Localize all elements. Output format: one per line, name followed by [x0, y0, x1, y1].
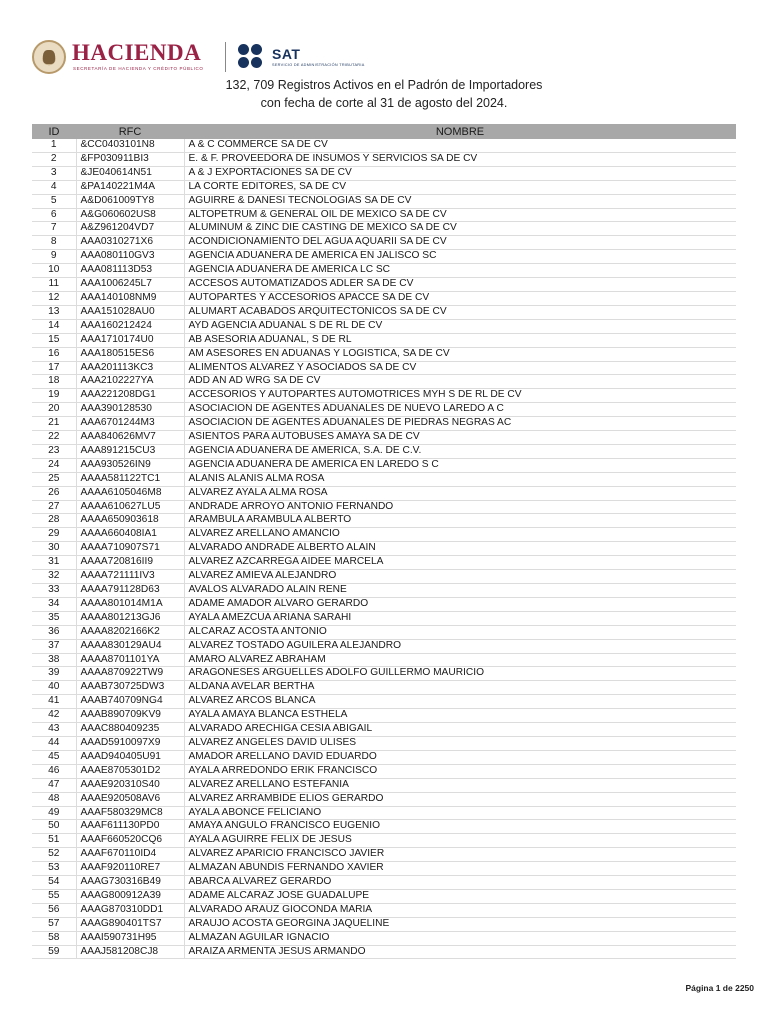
column-header-rfc: RFC: [76, 124, 184, 139]
row-nombre: AGENCIA ADUANERA DE AMERICA EN JALISCO SC: [184, 250, 736, 264]
row-nombre: AMAYA ANGULO FRANCISCO EUGENIO: [184, 820, 736, 834]
table-row: [32, 403, 736, 417]
row-nombre: ASOCIACION DE AGENTES ADUANALES DE NUEVO LAREDO A C: [184, 403, 736, 417]
row-id: 19: [32, 389, 76, 403]
row-id: 48: [32, 792, 76, 806]
table-row: [32, 389, 736, 403]
row-rfc: AAAB890709KV9: [76, 709, 184, 723]
row-rfc: AAAA801213GJ6: [76, 611, 184, 625]
row-id: 50: [32, 820, 76, 834]
row-id: 7: [32, 222, 76, 236]
row-id: 4: [32, 180, 76, 194]
row-rfc: &PA140221M4A: [76, 180, 184, 194]
row-nombre: ALIMENTOS ALVAREZ Y ASOCIADOS SA DE CV: [184, 361, 736, 375]
row-rfc: AAAA8202166K2: [76, 625, 184, 639]
row-rfc: A&G060602US8: [76, 208, 184, 222]
table-row: [32, 611, 736, 625]
row-id: 49: [32, 806, 76, 820]
row-nombre: AVALOS ALVARADO ALAIN RENE: [184, 584, 736, 598]
row-rfc: AAA1006245L7: [76, 278, 184, 292]
row-nombre: ALDANA AVELAR BERTHA: [184, 681, 736, 695]
row-rfc: AAAA870922TW9: [76, 667, 184, 681]
table-row: [32, 472, 736, 486]
row-nombre: ALVAREZ ARRAMBIDE ELIOS GERARDO: [184, 792, 736, 806]
row-nombre: ALCARAZ ACOSTA ANTONIO: [184, 625, 736, 639]
row-rfc: AAAA8701101YA: [76, 653, 184, 667]
table-row: [32, 862, 736, 876]
row-id: 59: [32, 945, 76, 959]
row-rfc: AAA180515ES6: [76, 347, 184, 361]
row-rfc: A&D061009TY8: [76, 194, 184, 208]
row-nombre: ALVAREZ ANGELES DAVID ULISES: [184, 736, 736, 750]
row-rfc: AAA140108NM9: [76, 291, 184, 305]
row-nombre: ALVAREZ TOSTADO AGUILERA ALEJANDRO: [184, 639, 736, 653]
row-id: 24: [32, 458, 76, 472]
row-nombre: ALVAREZ AZCARREGA AIDEE MARCELA: [184, 556, 736, 570]
row-nombre: AGENCIA ADUANERA DE AMERICA LC SC: [184, 264, 736, 278]
table-row: [32, 361, 736, 375]
table-row: [32, 792, 736, 806]
table-row: [32, 208, 736, 222]
row-id: 29: [32, 528, 76, 542]
table-row: [32, 222, 736, 236]
row-nombre: ALVARADO ARECHIGA CESIA ABIGAIL: [184, 723, 736, 737]
seal-icon: [32, 40, 66, 74]
table-row: [32, 319, 736, 333]
row-nombre: AYD AGENCIA ADUANAL S DE RL DE CV: [184, 319, 736, 333]
row-id: 9: [32, 250, 76, 264]
row-nombre: ALTOPETRUM & GENERAL OIL DE MEXICO SA DE CV: [184, 208, 736, 222]
table-row: [32, 417, 736, 431]
row-nombre: AMADOR ARELLANO DAVID EDUARDO: [184, 750, 736, 764]
row-nombre: ARAUJO ACOSTA GEORGINA JAQUELINE: [184, 917, 736, 931]
row-rfc: AAAA610627LU5: [76, 500, 184, 514]
row-rfc: AAA891215CU3: [76, 444, 184, 458]
row-id: 3: [32, 166, 76, 180]
row-nombre: AGUIRRE & DANESI TECNOLOGIAS SA DE CV: [184, 194, 736, 208]
row-nombre: ALVAREZ ARELLANO AMANCIO: [184, 528, 736, 542]
table-row: [32, 250, 736, 264]
table-row: [32, 889, 736, 903]
row-id: 34: [32, 597, 76, 611]
row-rfc: AAAA650903618: [76, 514, 184, 528]
row-rfc: AAAA710907S71: [76, 542, 184, 556]
row-id: 13: [32, 305, 76, 319]
row-id: 12: [32, 291, 76, 305]
row-rfc: AAAE8705301D2: [76, 764, 184, 778]
row-id: 11: [32, 278, 76, 292]
table-row: [32, 278, 736, 292]
row-id: 6: [32, 208, 76, 222]
row-rfc: AAA081113D53: [76, 264, 184, 278]
row-rfc: AAAI590731H95: [76, 931, 184, 945]
table-row: [32, 194, 736, 208]
row-id: 8: [32, 236, 76, 250]
row-rfc: AAAF660520CQ6: [76, 834, 184, 848]
row-rfc: AAAA801014M1A: [76, 597, 184, 611]
row-nombre: ALVAREZ AMIEVA ALEJANDRO: [184, 570, 736, 584]
row-id: 1: [32, 139, 76, 152]
row-nombre: AYALA ABONCE FELICIANO: [184, 806, 736, 820]
row-id: 44: [32, 736, 76, 750]
row-nombre: ASOCIACION DE AGENTES ADUANALES DE PIEDRAS NEGRAS AC: [184, 417, 736, 431]
row-rfc: AAAA721111IV3: [76, 570, 184, 584]
row-id: 38: [32, 653, 76, 667]
table-header-row: [32, 124, 736, 139]
table-row: [32, 166, 736, 180]
row-id: 36: [32, 625, 76, 639]
row-id: 35: [32, 611, 76, 625]
row-rfc: AAAF580329MC8: [76, 806, 184, 820]
row-nombre: A & J EXPORTACIONES SA DE CV: [184, 166, 736, 180]
row-id: 41: [32, 695, 76, 709]
table-row: [32, 876, 736, 890]
table-row: [32, 139, 736, 152]
row-id: 40: [32, 681, 76, 695]
row-id: 46: [32, 764, 76, 778]
table-row: [32, 556, 736, 570]
row-id: 52: [32, 848, 76, 862]
table-row: [32, 750, 736, 764]
row-id: 42: [32, 709, 76, 723]
row-id: 26: [32, 486, 76, 500]
table-row: [32, 431, 736, 445]
row-rfc: AAA0310271X6: [76, 236, 184, 250]
table-row: [32, 695, 736, 709]
table-row: [32, 625, 736, 639]
row-id: 58: [32, 931, 76, 945]
row-id: 53: [32, 862, 76, 876]
row-id: 27: [32, 500, 76, 514]
row-rfc: AAA840626MV7: [76, 431, 184, 445]
table-row: [32, 347, 736, 361]
row-id: 39: [32, 667, 76, 681]
row-nombre: ASIENTOS PARA AUTOBUSES AMAYA SA DE CV: [184, 431, 736, 445]
row-id: 28: [32, 514, 76, 528]
row-id: 2: [32, 152, 76, 166]
row-rfc: AAAF670110ID4: [76, 848, 184, 862]
row-nombre: ARAGONESES ARGUELLES ADOLFO GUILLERMO MAURICIO: [184, 667, 736, 681]
row-nombre: ACONDICIONAMIENTO DEL AGUA AQUARII SA DE CV: [184, 236, 736, 250]
row-rfc: AAA930526IN9: [76, 458, 184, 472]
row-rfc: AAA080110GV3: [76, 250, 184, 264]
table-row: [32, 444, 736, 458]
row-nombre: ALUMART ACABADOS ARQUITECTONICOS SA DE CV: [184, 305, 736, 319]
row-nombre: AYALA AMAYA BLANCA ESTHELA: [184, 709, 736, 723]
row-id: 22: [32, 431, 76, 445]
table-row: [32, 820, 736, 834]
table-row: [32, 597, 736, 611]
row-rfc: AAAA720816II9: [76, 556, 184, 570]
row-nombre: AUTOPARTES Y ACCESORIOS APACCE SA DE CV: [184, 291, 736, 305]
row-nombre: ALVAREZ AYALA ALMA ROSA: [184, 486, 736, 500]
row-nombre: AM ASESORES EN ADUANAS Y LOGISTICA, SA DE CV: [184, 347, 736, 361]
row-id: 14: [32, 319, 76, 333]
row-rfc: AAAB730725DW3: [76, 681, 184, 695]
row-id: 37: [32, 639, 76, 653]
row-nombre: ADAME AMADOR ALVARO GERARDO: [184, 597, 736, 611]
row-nombre: ANDRADE ARROYO ANTONIO FERNANDO: [184, 500, 736, 514]
row-id: 47: [32, 778, 76, 792]
row-id: 57: [32, 917, 76, 931]
table-row: [32, 848, 736, 862]
row-rfc: AAA1710174U0: [76, 333, 184, 347]
table-row: [32, 570, 736, 584]
row-nombre: ALVARADO ANDRADE ALBERTO ALAIN: [184, 542, 736, 556]
row-nombre: ALANIS ALANIS ALMA ROSA: [184, 472, 736, 486]
row-nombre: ACCESOS AUTOMATIZADOS ADLER SA DE CV: [184, 278, 736, 292]
row-id: 31: [32, 556, 76, 570]
row-rfc: AAAG730316B49: [76, 876, 184, 890]
row-rfc: &CC0403101N8: [76, 139, 184, 152]
row-nombre: ADAME ALCARAZ JOSE GUADALUPE: [184, 889, 736, 903]
table-row: [32, 152, 736, 166]
row-id: 20: [32, 403, 76, 417]
row-rfc: AAAE920310S40: [76, 778, 184, 792]
row-rfc: AAAC880409235: [76, 723, 184, 737]
row-id: 16: [32, 347, 76, 361]
row-nombre: AYALA ARREDONDO ERIK FRANCISCO: [184, 764, 736, 778]
row-rfc: AAAD940405U91: [76, 750, 184, 764]
sat-subtitle: SERVICIO DE ADMINISTRACIÓN TRIBUTARIA: [272, 63, 365, 67]
sat-logo-icon: [238, 44, 266, 70]
table-row: [32, 528, 736, 542]
row-nombre: E. & F. PROVEEDORA DE INSUMOS Y SERVICIOS SA DE CV: [184, 152, 736, 166]
row-nombre: LA CORTE EDITORES, SA DE CV: [184, 180, 736, 194]
table-row: [32, 917, 736, 931]
row-rfc: AAAA791128D63: [76, 584, 184, 598]
row-rfc: AAA201113KC3: [76, 361, 184, 375]
table-row: [32, 514, 736, 528]
row-nombre: AGENCIA ADUANERA DE AMERICA EN LAREDO S C: [184, 458, 736, 472]
table-row: [32, 542, 736, 556]
row-nombre: ALVARADO ARAUZ GIOCONDA MARIA: [184, 903, 736, 917]
row-nombre: AYALA AMEZCUA ARIANA SARAHI: [184, 611, 736, 625]
table-row: [32, 834, 736, 848]
table-row: [32, 458, 736, 472]
row-rfc: AAAF611130PD0: [76, 820, 184, 834]
table-row: [32, 723, 736, 737]
row-rfc: AAAD5910097X9: [76, 736, 184, 750]
logo-divider: [225, 42, 226, 72]
table-row: [32, 806, 736, 820]
row-nombre: ALMAZAN ABUNDIS FERNANDO XAVIER: [184, 862, 736, 876]
table-row: [32, 333, 736, 347]
row-rfc: AAAF920110RE7: [76, 862, 184, 876]
row-id: 30: [32, 542, 76, 556]
row-id: 23: [32, 444, 76, 458]
row-rfc: &FP030911BI3: [76, 152, 184, 166]
sat-logo-text: SAT: [272, 46, 301, 62]
row-id: 55: [32, 889, 76, 903]
row-rfc: AAAB740709NG4: [76, 695, 184, 709]
table-body: [32, 139, 736, 959]
table-row: [32, 736, 736, 750]
row-id: 54: [32, 876, 76, 890]
row-rfc: AAAA6105046M8: [76, 486, 184, 500]
table-row: [32, 486, 736, 500]
title-line-2: con fecha de corte al 31 de agosto del 2024.: [260, 96, 508, 110]
row-nombre: ARAIZA ARMENTA JESUS ARMANDO: [184, 945, 736, 959]
table-row: [32, 681, 736, 695]
row-rfc: AAA6701244M3: [76, 417, 184, 431]
row-nombre: ALMAZAN AGUILAR IGNACIO: [184, 931, 736, 945]
row-nombre: AGENCIA ADUANERA DE AMERICA, S.A. DE C.V.: [184, 444, 736, 458]
row-id: 56: [32, 903, 76, 917]
row-nombre: AMARO ALVAREZ ABRAHAM: [184, 653, 736, 667]
table-row: [32, 180, 736, 194]
row-rfc: &JE040614N51: [76, 166, 184, 180]
row-nombre: ALVAREZ ARCOS BLANCA: [184, 695, 736, 709]
hacienda-subtitle: SECRETARÍA DE HACIENDA Y CRÉDITO PÚBLICO: [73, 66, 204, 71]
column-header-nombre: NOMBRE: [184, 124, 736, 139]
row-rfc: AAA151028AU0: [76, 305, 184, 319]
table-row: [32, 236, 736, 250]
row-rfc: AAAG800912A39: [76, 889, 184, 903]
table-row: [32, 945, 736, 959]
row-id: 32: [32, 570, 76, 584]
row-nombre: ALVAREZ ARELLANO ESTEFANIA: [184, 778, 736, 792]
row-nombre: ARAMBULA ARAMBULA ALBERTO: [184, 514, 736, 528]
row-rfc: AAA2102227YA: [76, 375, 184, 389]
row-id: 5: [32, 194, 76, 208]
table-row: [32, 291, 736, 305]
table-row: [32, 709, 736, 723]
table-row: [32, 375, 736, 389]
page-header: [30, 38, 750, 80]
table-row: [32, 639, 736, 653]
title-line-1: 132, 709 Registros Activos en el Padrón de Importadores: [225, 78, 543, 92]
table-row: [32, 764, 736, 778]
row-rfc: A&Z961204VD7: [76, 222, 184, 236]
row-rfc: AAAA660408IA1: [76, 528, 184, 542]
table-row: [32, 931, 736, 945]
row-id: 43: [32, 723, 76, 737]
row-nombre: ALVAREZ APARICIO FRANCISCO JAVIER: [184, 848, 736, 862]
row-id: 21: [32, 417, 76, 431]
row-rfc: AAAA830129AU4: [76, 639, 184, 653]
row-id: 45: [32, 750, 76, 764]
row-rfc: AAAG890401TS7: [76, 917, 184, 931]
page-number: Página 1 de 2250: [685, 983, 754, 993]
table-row: [32, 653, 736, 667]
table-row: [32, 584, 736, 598]
row-nombre: AYALA AGUIRRE FELIX DE JESUS: [184, 834, 736, 848]
row-id: 18: [32, 375, 76, 389]
row-id: 10: [32, 264, 76, 278]
table-row: [32, 305, 736, 319]
row-id: 15: [32, 333, 76, 347]
row-id: 51: [32, 834, 76, 848]
table-row: [32, 667, 736, 681]
row-rfc: AAAG870310DD1: [76, 903, 184, 917]
table-row: [32, 778, 736, 792]
row-nombre: A & C COMMERCE SA DE CV: [184, 139, 736, 152]
table-row: [32, 264, 736, 278]
row-rfc: AAAJ581208CJ8: [76, 945, 184, 959]
row-id: 33: [32, 584, 76, 598]
row-rfc: AAA160212424: [76, 319, 184, 333]
hacienda-logo-text: HACIENDA: [72, 40, 202, 65]
row-id: 17: [32, 361, 76, 375]
column-header-id: ID: [32, 124, 76, 139]
table-row: [32, 903, 736, 917]
row-rfc: AAAE920508AV6: [76, 792, 184, 806]
row-rfc: AAA390128530: [76, 403, 184, 417]
row-rfc: AAA221208DG1: [76, 389, 184, 403]
row-rfc: AAAA581122TC1: [76, 472, 184, 486]
row-nombre: ACCESORIOS Y AUTOPARTES AUTOMOTRICES MYH S DE RL DE CV: [184, 389, 736, 403]
importers-table: [32, 124, 736, 959]
row-id: 25: [32, 472, 76, 486]
document-title: [0, 76, 768, 112]
row-nombre: ALUMINUM & ZINC DIE CASTING DE MEXICO SA DE CV: [184, 222, 736, 236]
table-row: [32, 500, 736, 514]
row-nombre: ADD AN AD WRG SA DE CV: [184, 375, 736, 389]
row-nombre: ABARCA ALVAREZ GERARDO: [184, 876, 736, 890]
row-nombre: AB ASESORIA ADUANAL, S DE RL: [184, 333, 736, 347]
